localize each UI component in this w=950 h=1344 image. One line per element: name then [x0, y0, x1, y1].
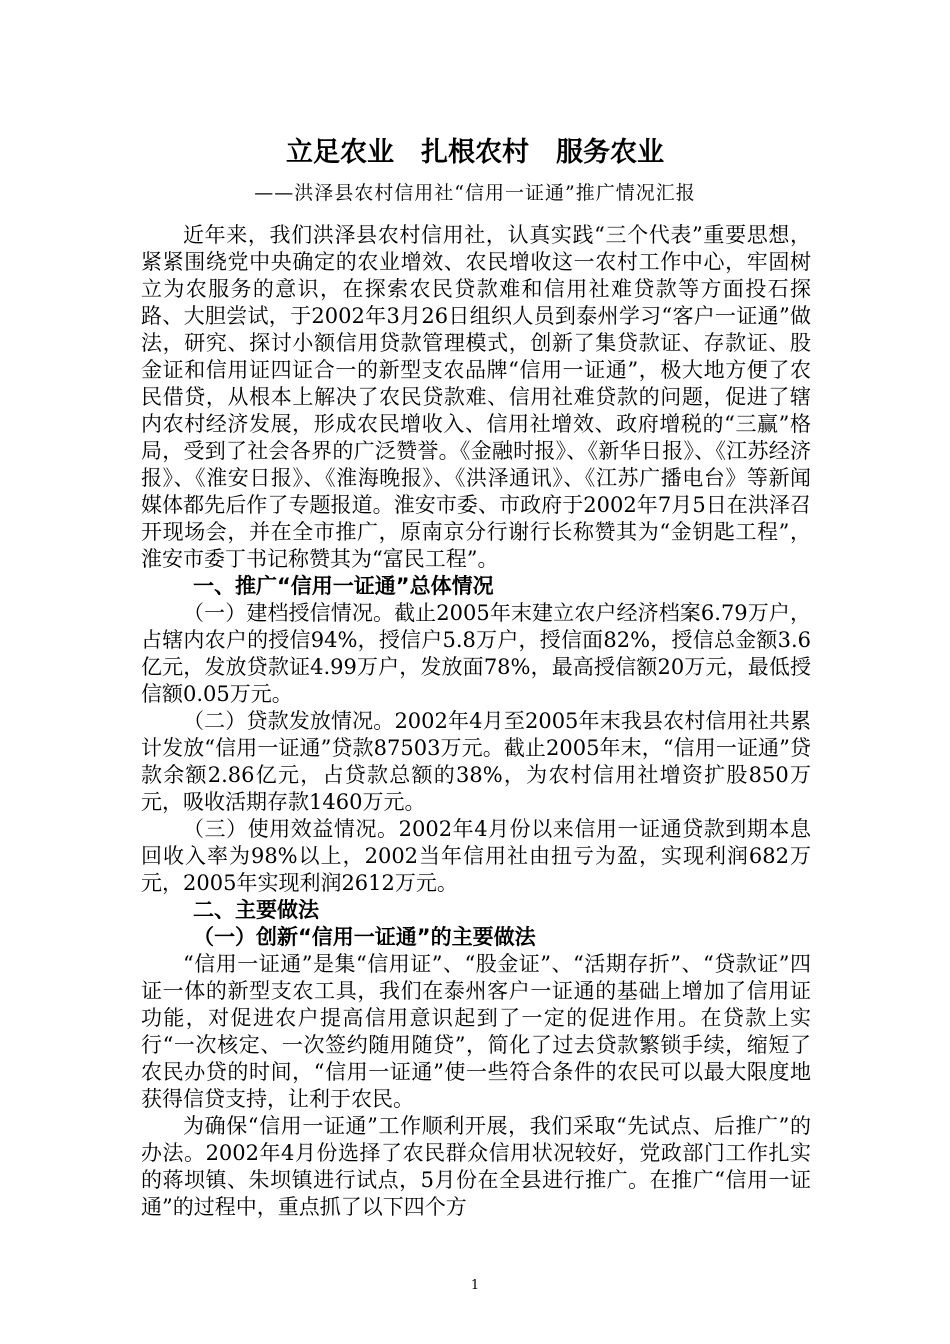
- section-heading-1: 一、推广“信用一证通”总体情况: [193, 574, 494, 598]
- page-number: 1: [470, 1278, 480, 1293]
- paragraph-intro: 近年来，我们洪泽县农村信用社，认真实践“三个代表”重要思想，紧紧围绕党中央确定的农业增效、农民增收这一农村工作中心，牢固树立为农服务的意识，在探索农民贷款难和信用社难贷款等方面投石探路、大胆尝试，于2002年3月26日组织人员到泰州学习“客户一证通”做法，研究、探讨小额信用贷款管理模式，创新了集贷款证、存款证、股金证和信用证四证合一的新型支农品牌“信用一证通”，极大地方便了农民借贷，从根本上解决了农民贷款难、信用社难贷款的问题，促进了辖内农村经济发展，形成农民增收入、信用社增效、政府增税的“三赢”格局，受到了社会各界的广泛赞誉。《金融时报》、《新华日报》、《江苏经济报》、《淮安日报》、《淮海晚报》、《洪泽通讯》、《江苏广播电台》等新闻媒体都先后作了专题报道。淮安市委、市政府于2002年7月5日在洪泽召开现场会，并在全市推广，原南京分行谢行长称赞其为“金钥匙工程”，淮安市委丁书记称赞其为“富民工程”。: [141, 223, 811, 571]
- paragraph-credit-files: （一）建档授信情况。截止2005年末建立农户经济档案6.79万户，占辖内农户的授信94%，授信户5.8万户，授信面82%，授信总金额3.6亿元，发放贷款证4.99万户，发放面78%，最高授信额20万元，最低授信额0.05万元。: [141, 601, 811, 706]
- document-title: 立足农业 扎根农村 服务农业: [286, 137, 664, 168]
- subsection-heading-1: （一）创新“信用一证通”的主要做法: [193, 925, 536, 949]
- paragraph-innovation: “信用一证通”是集“信用证”、“股金证”、“活期存折”、“贷款证”四证一体的新型支农工具，我们在泰州客户一证通的基础上增加了信用证功能，对促进农户提高信用意识起到了一定的促进作用。在贷款上实行“一次核定、一次签约随用随贷”，简化了过去贷款繁锁手续，缩短了农民办贷的时间，“信用一证通”使一些符合条件的农民可以最大限度地获得信贷支持，让利于农民。: [141, 952, 811, 1111]
- paragraph-pilot: 为确保“信用一证通”工作顺利开展，我们采取“先试点、后推广”的办法。2002年4月份选择了农民群众信用状况较好，党政部门工作扎实的蒋坝镇、朱坝镇进行试点，5月份在全县进行推广。在推广“信用一证通”的过程中，重点抓了以下四个方: [141, 1114, 811, 1219]
- document-subtitle: ——洪泽县农村信用社“信用一证通”推广情况汇报: [254, 182, 696, 204]
- section-heading-2: 二、主要做法: [193, 898, 319, 922]
- paragraph-loan-issuance: （二）贷款发放情况。2002年4月至2005年末我县农村信用社共累计发放“信用一证通”贷款87503万元。截止2005年末，“信用一证通”贷款余额2.86亿元，占贷款总额的38%，为农村信用社增资扩股850万元，吸收活期存款1460万元。: [141, 709, 811, 814]
- paragraph-benefits: （三）使用效益情况。2002年4月份以来信用一证通贷款到期本息回收入率为98%以上，2002当年信用社由扭亏为盈，实现利润682万元，2005年实现利润2612万元。: [141, 817, 811, 895]
- document-body: [141, 222, 811, 1221]
